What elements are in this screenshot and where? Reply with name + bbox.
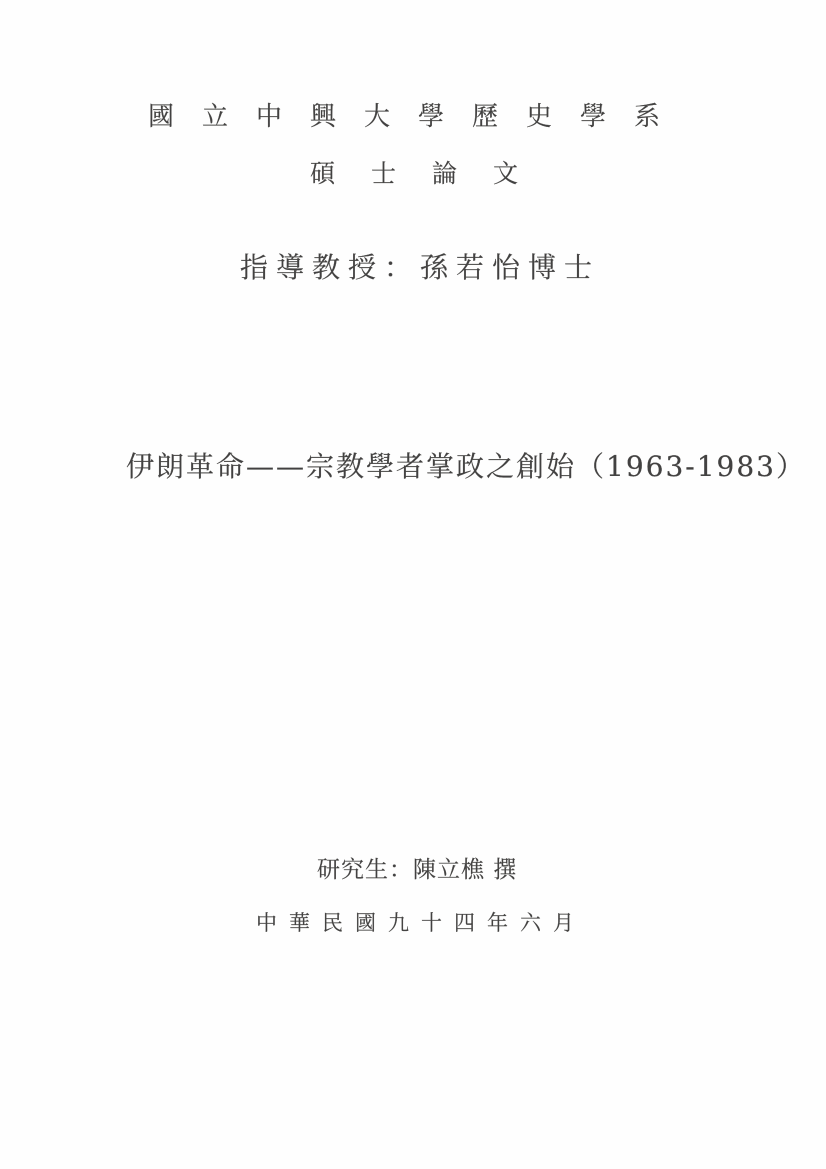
thesis-type-line: 碩士論文 — [310, 159, 555, 188]
university-department-line: 國立中興大學歷史學系 — [148, 102, 689, 132]
thesis-title: 伊朗革命——宗教學者掌政之創始（1963-1983） — [126, 450, 806, 483]
advisor-line: 指導教授：孫若怡博士 — [240, 251, 601, 284]
date-line: 中華民國九十四年六月 — [256, 911, 586, 935]
student-line: 研究生：陳立樵 撰 — [317, 857, 518, 883]
